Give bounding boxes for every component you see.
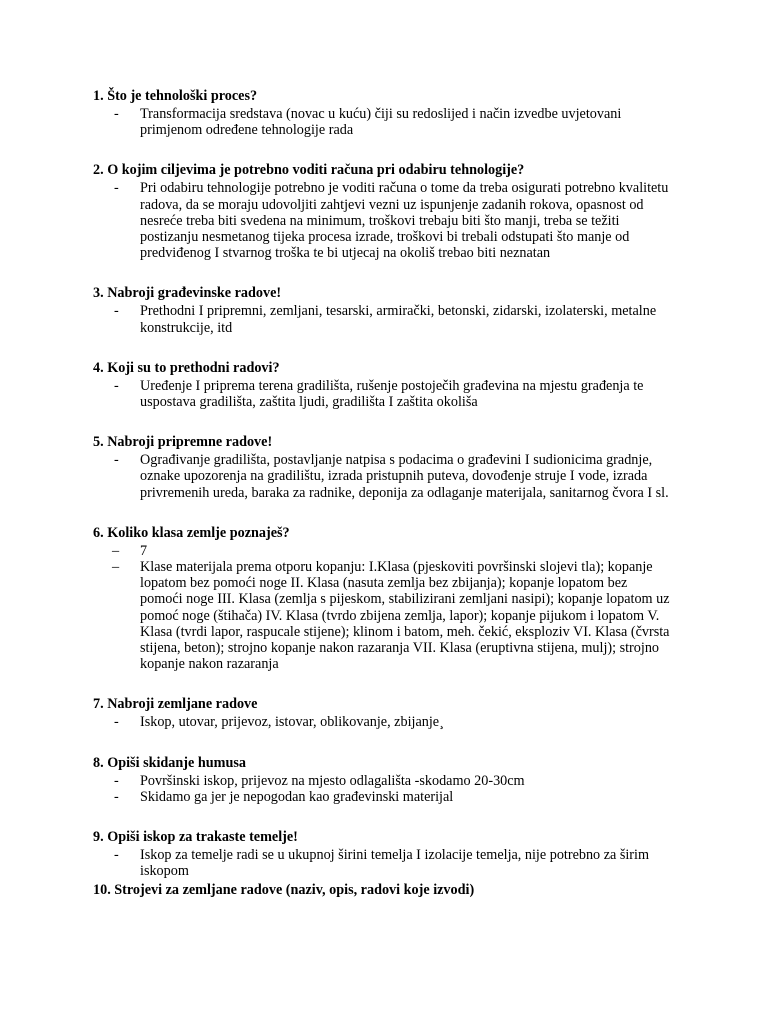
answer-text: Površinski iskop, prijevoz na mjesto odlagališta -skodamo 20-30cm xyxy=(140,772,525,789)
question-text: Nabroji zemljane radove xyxy=(107,696,258,713)
answer-text: Skidamo ga jer je nepogodan kao građevinski materijal xyxy=(140,788,454,805)
answer-item xyxy=(93,543,670,559)
question-title xyxy=(93,161,673,179)
answer-text: Prethodni I pripremni, zemljani, tesarski, armirački, betonski, zidarski, izolaterski, metalne konstrukcije, itd xyxy=(140,303,657,336)
question-number: 8. xyxy=(93,754,104,771)
question-text: Nabroji pripremne radove! xyxy=(107,434,273,451)
answer-item xyxy=(93,180,670,261)
question-text: Opiši iskop za trakaste temelje! xyxy=(107,829,298,846)
question-text: Nabroji građevinske radove! xyxy=(107,285,282,302)
question-4 xyxy=(93,359,673,410)
answer-item xyxy=(93,452,670,501)
bullet-marker: - xyxy=(114,452,119,469)
question-number: 4. xyxy=(93,359,104,376)
answer-item xyxy=(93,378,670,410)
question-title xyxy=(93,87,673,105)
question-8 xyxy=(93,754,673,805)
question-title xyxy=(93,359,673,377)
answer-item xyxy=(93,847,670,879)
answer-item xyxy=(93,714,670,730)
bullet-marker: - xyxy=(114,106,119,122)
answer-item xyxy=(93,773,670,789)
answer-item xyxy=(93,789,670,805)
answer-text: Iskop za temelje radi se u ukupnoj širini temelja I izolacije temelja, nije potrebno za širim iskopom xyxy=(140,847,650,880)
question-6 xyxy=(93,524,673,673)
answer-text: 7 xyxy=(140,542,148,559)
question-number: 7. xyxy=(93,696,104,713)
question-10 xyxy=(93,881,673,899)
question-title xyxy=(93,695,673,713)
question-title xyxy=(93,828,673,846)
answer-text: Uređenje I priprema terena gradilišta, rušenje postoječih građevina na mjestu građenja te uspostava gradilišta, zaštita ljudi, gradilišta I zaštita okoliša xyxy=(140,377,644,411)
question-5 xyxy=(93,433,673,501)
answer-item xyxy=(93,303,670,335)
question-title xyxy=(93,754,673,772)
bullet-marker: - xyxy=(114,788,119,805)
question-7 xyxy=(93,695,673,730)
question-title xyxy=(93,524,673,542)
bullet-marker: - xyxy=(114,303,119,320)
question-2 xyxy=(93,161,673,261)
question-text: Strojevi za zemljane radove (naziv, opis, radovi koje izvodi) xyxy=(114,882,475,899)
question-title xyxy=(93,881,673,899)
answer-text: Klase materijala prema otporu kopanju: I.Klasa (pjeskoviti površinski slojevi tla); kopanje lopatom bez pomoći noge II. Klasa (nasuta zemlja bez zbijanja); kopanje lopatom bez pomoći noge III. Klasa (zemlja s pijeskom, stabilizirani zemljani nasipi); kopanje lopatom uz pomoć noge (štihača) IV. Klasa (tvrdo zbijena zemlja, lapor); kopanje pijukom i lopatom V. Klasa (tvrdi lapor, raspucale stijene); klinom i batom, meh. čekić, eksploziv VI. Klasa (čvrsta stijena, beton); strojno kopanje nakon razaranja VII. Klasa (eruptivna stijena, mulj); strojno kopanje nakon razaranja xyxy=(140,559,670,673)
answer-text: Transformacija sredstava (novac u kuću) čiji su redoslijed i način izvedbe uvjetovani primjenom određene tehnologije rada xyxy=(140,106,622,139)
bullet-marker: - xyxy=(114,714,119,731)
question-9 xyxy=(93,828,673,879)
question-number: 1. xyxy=(93,88,104,104)
question-number: 2. xyxy=(93,162,104,179)
question-title xyxy=(93,433,673,451)
bullet-marker: - xyxy=(114,772,119,789)
answer-text: Iskop, utovar, prijevoz, istovar, oblikovanje, zbijanje¸ xyxy=(140,714,444,731)
question-1 xyxy=(93,87,673,138)
answer-item xyxy=(93,559,670,672)
bullet-marker: – xyxy=(112,559,120,576)
question-number: 10. xyxy=(93,882,111,899)
answer-item xyxy=(93,106,670,138)
bullet-marker: - xyxy=(114,377,119,394)
answer-text: Ograđivanje gradilišta, postavljanje natpisa s podacima o građevini I sudionicima gradnje, oznake upozorenja na gradilištu, izrada pristupnih puteva, dovođenje struje I vode, izrada privremenih ureda, baraka za radnike, deponija za odlaganje materijala, sanitarnog čvora I sl. xyxy=(140,452,669,501)
question-text: Opiši skidanje humusa xyxy=(107,754,246,771)
bullet-marker: - xyxy=(114,847,119,864)
question-text: Što je tehnološki proces? xyxy=(107,88,258,104)
question-number: 3. xyxy=(93,285,104,302)
bullet-marker: – xyxy=(112,542,120,559)
question-number: 9. xyxy=(93,829,104,846)
question-text: O kojim ciljevima je potrebno voditi računa pri odabiru tehnologije? xyxy=(107,162,525,179)
question-number: 6. xyxy=(93,524,104,541)
question-number: 5. xyxy=(93,434,104,451)
bullet-marker: - xyxy=(114,180,119,197)
question-3 xyxy=(93,284,673,335)
question-text: Koji su to prethodni radovi? xyxy=(107,359,280,376)
question-title xyxy=(93,284,673,302)
question-text: Koliko klasa zemlje poznaješ? xyxy=(107,524,290,541)
answer-text: Pri odabiru tehnologije potrebno je voditi računa o tome da treba osigurati potrebno kvalitetu radova, da se moraju udovoljiti zahtjevi vezni uz ispunjenje zadanih rokova, opasnost od nesreće treba biti svedena na minimum, troškovi trebaju biti što manji, treba se težiti postizanju nesmetanog tijeka procesa izrade, troškovi bi trebali odstupati što manje od predviđenog I stvarnog troška te bi utjecaj na okoliš trebao biti neznatan xyxy=(140,180,669,262)
